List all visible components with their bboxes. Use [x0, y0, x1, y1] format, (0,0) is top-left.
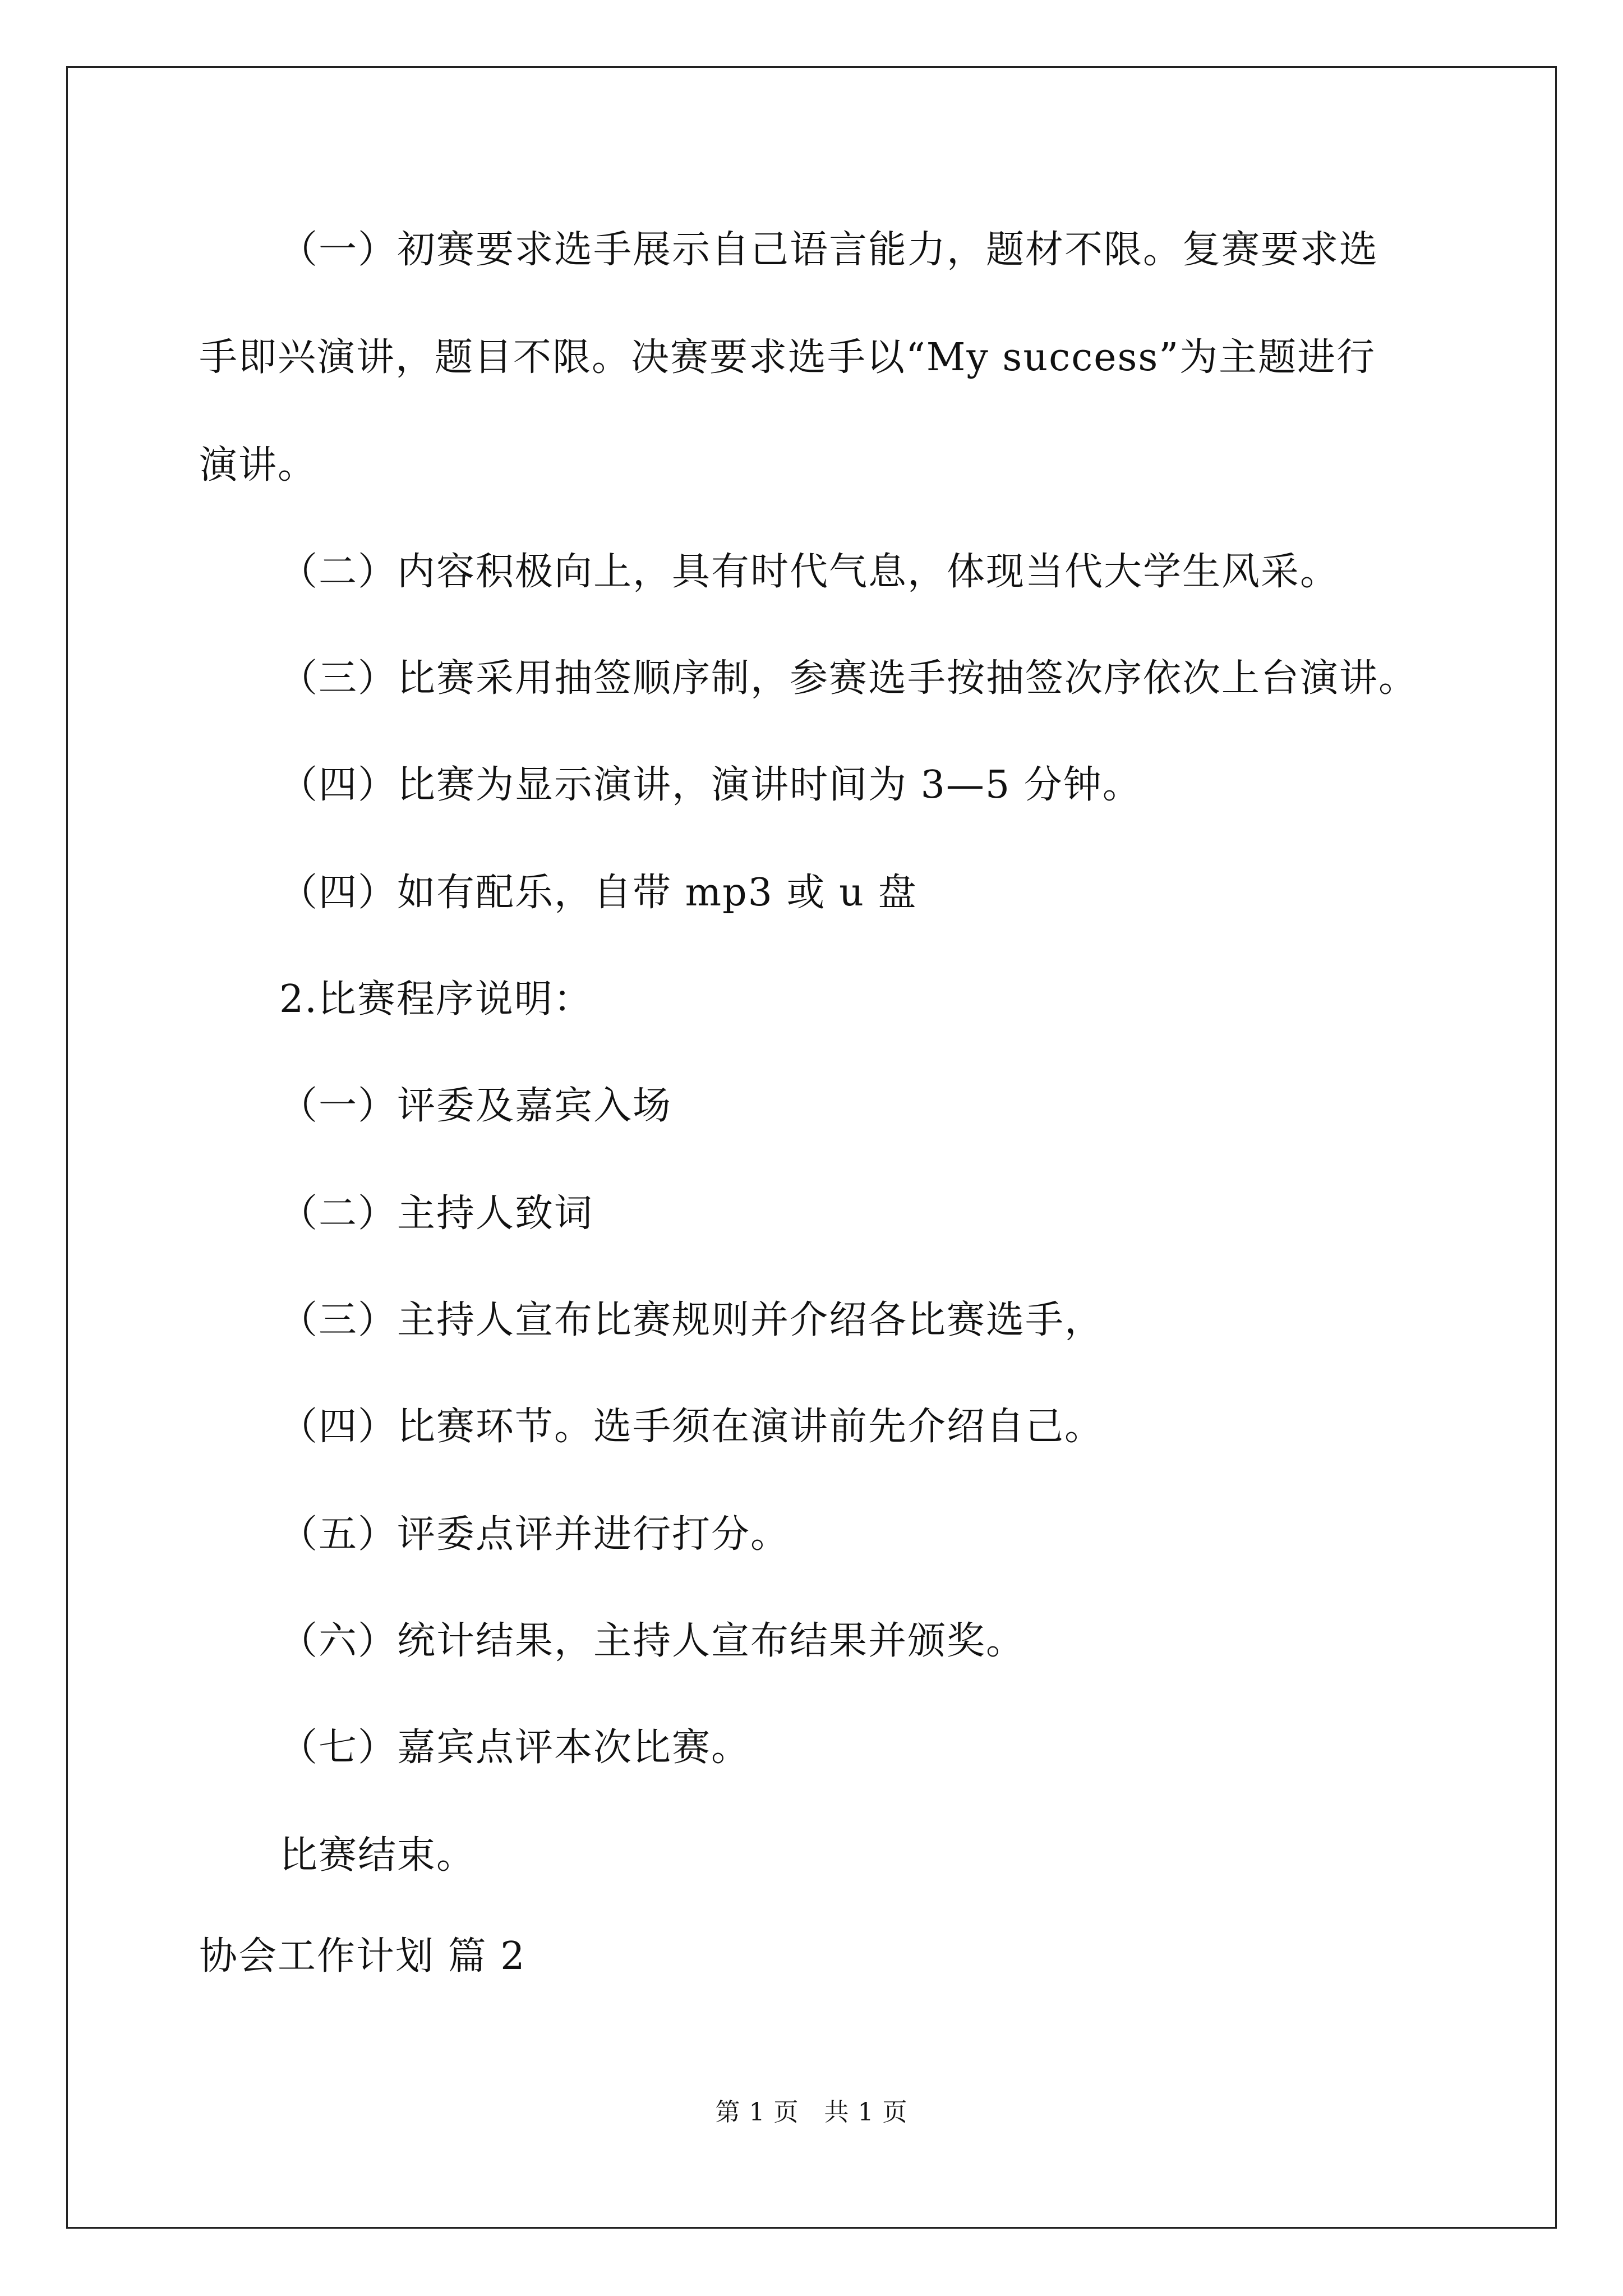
text-line: （七）嘉宾点评本次比赛。	[279, 1726, 751, 1770]
section-title: 协会工作计划 篇 2	[199, 1934, 526, 1978]
text-line: （一）评委及嘉宾入场	[279, 1084, 672, 1128]
text-line: （四）比赛为显示演讲，演讲时间为 3—5 分钟。	[279, 763, 1142, 807]
text-line: 手即兴演讲，题目不限。决赛要求选手以“My success”为主题进行	[199, 335, 1376, 380]
text-line: （六）统计结果，主持人宣布结果并颁奖。	[279, 1619, 1026, 1663]
text-line: 比赛结束。	[279, 1833, 476, 1878]
text-line: （四）比赛环节。选手须在演讲前先介绍自己。	[279, 1405, 1104, 1449]
section-heading: 2.比赛程序说明：	[279, 977, 593, 1022]
text-line: （一）初赛要求选手展示自己语言能力，题材不限。复赛要求选	[279, 228, 1379, 272]
page-border	[66, 66, 1557, 2229]
text-line: 演讲。	[199, 443, 317, 487]
text-line: （四）如有配乐，自带 mp3 或 u 盘	[279, 871, 917, 915]
text-line: （五）评委点评并进行打分。	[279, 1512, 790, 1557]
text-line: （二）内容积极向上，具有时代气息，体现当代大学生风采。	[279, 550, 1340, 594]
text-line: （二）主持人致词	[279, 1191, 594, 1236]
text-line: （三）比赛采用抽签顺序制，参赛选手按抽签次序依次上台演讲。	[279, 656, 1418, 701]
text-line: （三）主持人宣布比赛规则并介绍各比赛选手，	[279, 1298, 1104, 1342]
page-footer: 第 1 页 共 1 页	[715, 2098, 908, 2127]
